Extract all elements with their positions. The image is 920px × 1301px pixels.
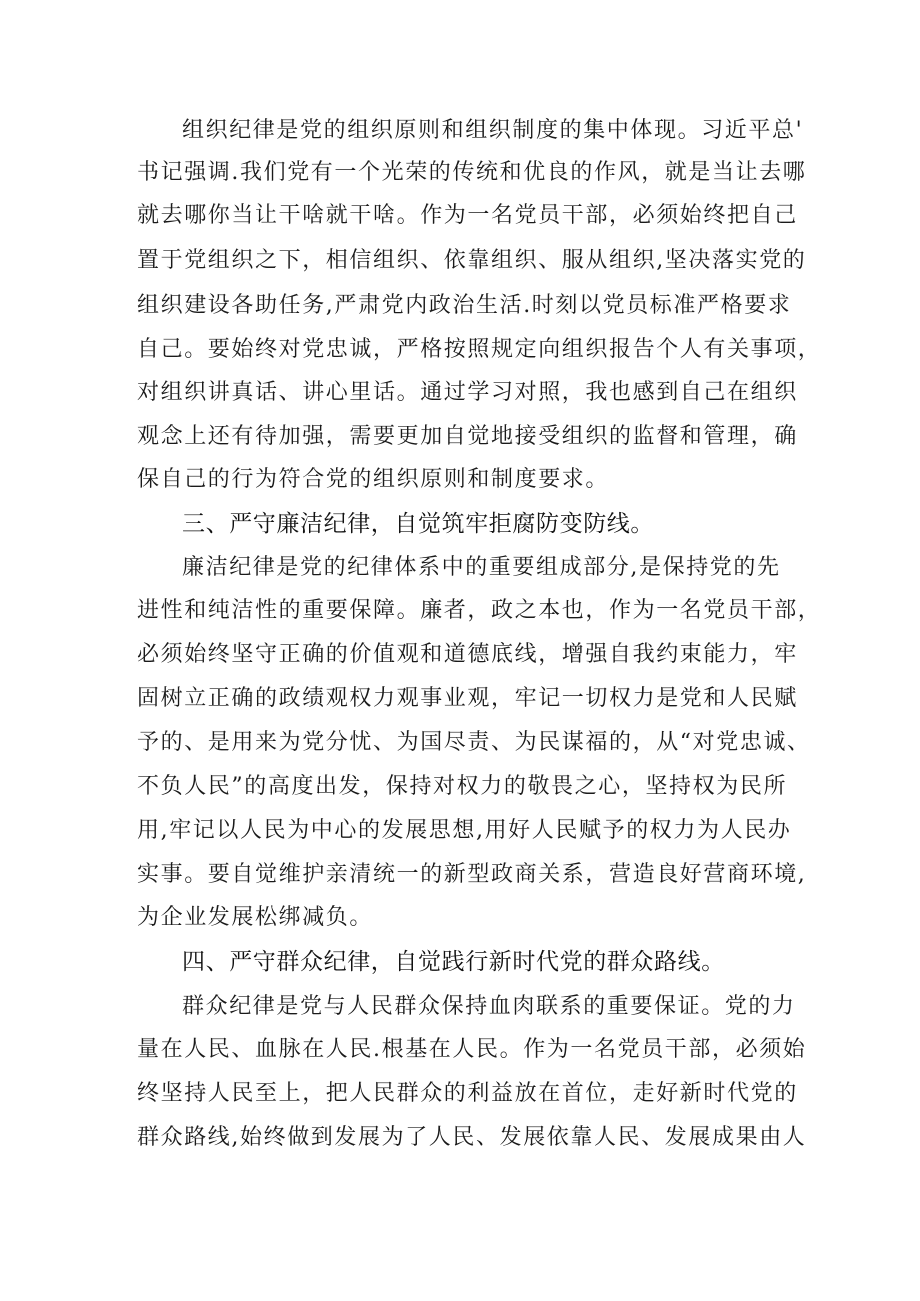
paragraph-line: 必须始终坚守正确的价值观和道德底线，增强自我约束能力，牢 — [137, 642, 798, 667]
paragraph-line: 组织纪律是党的组织原则和组织制度的集中体现。习近平总' — [182, 118, 804, 143]
paragraph-line: 为企业发展松绑减负。 — [137, 905, 374, 930]
paragraph-line: 实事。要自觉维护亲清统一的新型政商关系，营造良好营商环境, — [137, 862, 807, 887]
paragraph-line: 置于党组织之下，相信组织、依靠组织、服从组织,坚决落实党的 — [137, 248, 807, 273]
paragraph-line: 就去哪你当让干啥就干啥。作为一名党员干部，必须始终把自己 — [137, 203, 798, 228]
paragraph-line: 予的、是用来为党分忧、为国尽责、为民谋福的，从“对党忠诚、 — [137, 730, 811, 755]
paragraph-line: 廉洁纪律是党的纪律体系中的重要组成部分,是保持党的先 — [182, 555, 781, 580]
paragraph-line: 对组织讲真话、讲心里话。通过学习对照，我也感到自己在组织 — [137, 380, 798, 405]
section-heading-3: 三、严守廉洁纪律，自觉筑牢拒腐防变防线。 — [182, 511, 654, 537]
paragraph-line: 保自己的行为符合党的组织原则和制度要求。 — [137, 467, 610, 492]
paragraph-line: 进性和纯洁性的重要保障。廉者，政之本也，作为一名党员干部， — [137, 598, 822, 623]
section-heading-4: 四、严守群众纪律，自觉践行新时代党的群众路线。 — [182, 949, 725, 975]
paragraph-line: 书记强调.我们党有一个光荣的传统和优良的作风，就是当让去哪 — [137, 160, 807, 185]
paragraph-line: 用,牢记以人民为中心的发展思想,用好人民赋予的权力为人民办 — [137, 818, 792, 843]
paragraph-line: 量在人民、血脉在人民.根基在人民。作为一名党员干部，必须始 — [137, 1037, 807, 1062]
paragraph-line: 不负人民”的高度出发，保持对权力的敬畏之心，坚持权为民所 — [137, 774, 788, 799]
paragraph-line: 终坚持人民至上，把人民群众的利益放在首位，走好新时代党的 — [137, 1081, 798, 1106]
paragraph-line: 组织建设各助任务,严肃党内政治生活.时刻以党员标准严格要求 — [137, 293, 792, 318]
paragraph-line: 观念上还有待加强，需要更加自觉地接受组织的监督和管理，确 — [137, 424, 798, 449]
paragraph-line: 自己。要始终对党忠诚，严格按照规定向组织报告个人有关事项， — [137, 337, 822, 362]
paragraph-line: 固树立正确的政绩观权力观事业观，牢记一切权力是党和人民赋 — [137, 686, 798, 711]
paragraph-line: 群众纪律是党与人民群众保持血肉联系的重要保证。党的力 — [182, 994, 796, 1019]
paragraph-line: 群众路线,始终做到发展为了人民、发展依靠人民、发展成果由人 — [137, 1125, 807, 1150]
